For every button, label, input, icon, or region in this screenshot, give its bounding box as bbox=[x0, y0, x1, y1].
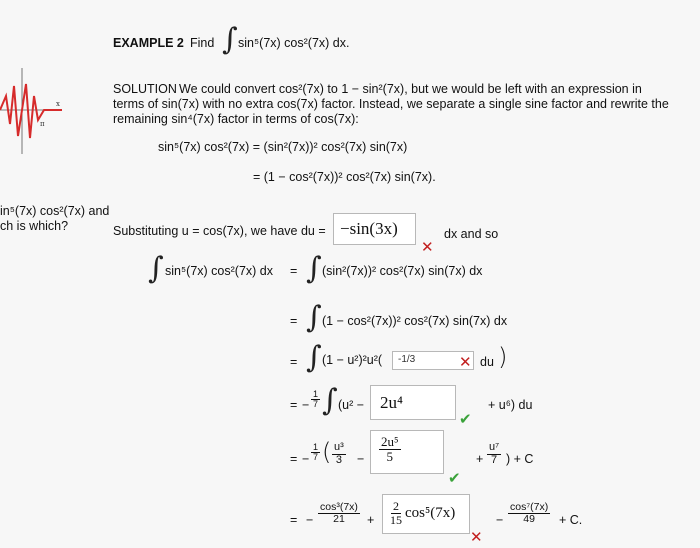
step-5-coefficient bbox=[311, 443, 320, 463]
fraction-numerator: cos³(7x) bbox=[320, 501, 358, 513]
sine-graph-thumbnail bbox=[0, 66, 62, 156]
integral-sign: ∫ bbox=[306, 340, 322, 375]
integral-sign: ∫ bbox=[306, 251, 322, 286]
step-4-pre: (u² − bbox=[338, 398, 365, 412]
final-answer-term: cos⁵(7x) bbox=[405, 505, 456, 521]
term-answer: 2u⁴ bbox=[380, 393, 403, 412]
fraction-correct-mark: ✔ bbox=[448, 470, 461, 487]
equation-2: = (1 − cos²(7x))² cos²(7x) sin(7x). bbox=[253, 170, 436, 184]
substitution-text: Substituting u = cos(7x), we have du = bbox=[113, 224, 326, 238]
fraction-numerator: u⁷ bbox=[489, 441, 500, 453]
example-label: EXAMPLE 2 bbox=[113, 36, 184, 50]
fraction-numerator: 1 bbox=[313, 389, 319, 399]
du-wrong-mark: ✕ bbox=[421, 239, 434, 256]
find-label: Find bbox=[190, 36, 215, 50]
step-5-post-fraction bbox=[487, 442, 501, 466]
svg-text:π: π bbox=[40, 120, 45, 128]
step-1: (sin²(7x))² cos²(7x) sin(7x) dx bbox=[322, 264, 483, 278]
sidebar-text-line2: ch is which? bbox=[0, 219, 69, 233]
final-answer-coefficient bbox=[388, 500, 404, 526]
equals-sign: = bbox=[290, 355, 298, 369]
step-6-fraction-1 bbox=[318, 502, 360, 525]
step-3-pre: (1 − u²)²u²( bbox=[322, 353, 383, 367]
fraction-numerator: 2u⁵ bbox=[381, 434, 399, 449]
integral-sign: ∫ bbox=[322, 383, 338, 418]
du-answer: −sin(3x) bbox=[340, 219, 398, 238]
step-4-coefficient bbox=[311, 390, 320, 410]
fraction-denominator: 5 bbox=[386, 448, 394, 464]
step-6-fraction-2 bbox=[508, 502, 550, 525]
fraction-answer bbox=[379, 435, 401, 463]
step-4-post: + u⁶) du bbox=[488, 398, 533, 412]
closing-paren: ) bbox=[498, 343, 508, 371]
solution-text-line1: We could convert cos²(7x) to 1 − sin²(7x), but we would be left with an expression in bbox=[179, 82, 642, 96]
term-correct-mark: ✔ bbox=[459, 411, 472, 428]
integral-sign: ∫ bbox=[222, 22, 238, 57]
equals-sign: = bbox=[290, 513, 298, 527]
step-3-post: du bbox=[480, 355, 494, 369]
du-answer-box[interactable] bbox=[333, 213, 416, 245]
step-2: (1 − cos²(7x))² cos²(7x) sin(7x) dx bbox=[322, 314, 508, 328]
equation-1: sin⁵(7x) cos²(7x) = (sin²(7x))² cos²(7x) sin(7x) bbox=[158, 140, 408, 154]
equals-sign: = bbox=[290, 264, 298, 278]
minus-sign: − bbox=[496, 513, 504, 527]
minus-sign: − bbox=[302, 398, 310, 412]
step-5-tail: ) + C bbox=[506, 452, 534, 466]
fraction-numerator: 1 bbox=[313, 442, 319, 452]
fraction-numerator: 2 bbox=[393, 499, 399, 513]
equals-sign: = bbox=[290, 452, 298, 466]
fraction-numerator: u³ bbox=[334, 441, 344, 453]
final-wrong-mark: ✕ bbox=[470, 529, 483, 546]
coefficient-wrong-mark: ✕ bbox=[459, 354, 472, 371]
opening-paren: ( bbox=[322, 438, 332, 466]
equals-sign: = bbox=[290, 314, 298, 328]
fraction-numerator: cos⁷(7x) bbox=[510, 501, 549, 513]
fraction-denominator: 7 bbox=[490, 453, 498, 466]
integral-lhs: sin⁵(7x) cos²(7x) dx bbox=[165, 264, 273, 278]
step-6-tail: + C. bbox=[559, 513, 583, 527]
fraction-denominator: 7 bbox=[313, 452, 319, 463]
minus-sign: − bbox=[306, 513, 314, 527]
plus-sign: + bbox=[476, 452, 484, 466]
coefficient-input-value: -1/3 bbox=[398, 354, 416, 365]
solution-text-line2: terms of sin(7x) with no extra cos(7x) factor. Instead, we separate a single sine factor and rewrite the bbox=[113, 97, 669, 111]
integral-sign: ∫ bbox=[148, 251, 164, 286]
solution-label: SOLUTION bbox=[113, 82, 177, 96]
fraction-denominator: 3 bbox=[335, 453, 342, 466]
sidebar-text-line1: in⁵(7x) cos²(7x) and bbox=[0, 204, 110, 218]
minus-sign: − bbox=[357, 452, 365, 466]
example-integrand: sin⁵(7x) cos²(7x) dx. bbox=[238, 36, 350, 50]
fraction-denominator: 7 bbox=[313, 399, 319, 410]
solution-text-line3: remaining sin⁴(7x) factor in terms of cos(7x): bbox=[113, 112, 359, 126]
substitution-after: dx and so bbox=[444, 227, 499, 241]
svg-text:x: x bbox=[56, 100, 60, 108]
term-answer-box[interactable] bbox=[370, 385, 456, 420]
step-5-fraction bbox=[332, 442, 346, 466]
minus-sign: − bbox=[302, 452, 310, 466]
fraction-answer-box[interactable] bbox=[370, 430, 444, 474]
fraction-denominator: 21 bbox=[333, 513, 345, 526]
equals-sign: = bbox=[290, 398, 298, 412]
fraction-denominator: 49 bbox=[523, 513, 535, 526]
final-answer-box[interactable] bbox=[382, 494, 470, 534]
fraction-denominator: 15 bbox=[390, 512, 402, 527]
plus-sign: + bbox=[367, 513, 375, 527]
integral-sign: ∫ bbox=[306, 300, 322, 335]
